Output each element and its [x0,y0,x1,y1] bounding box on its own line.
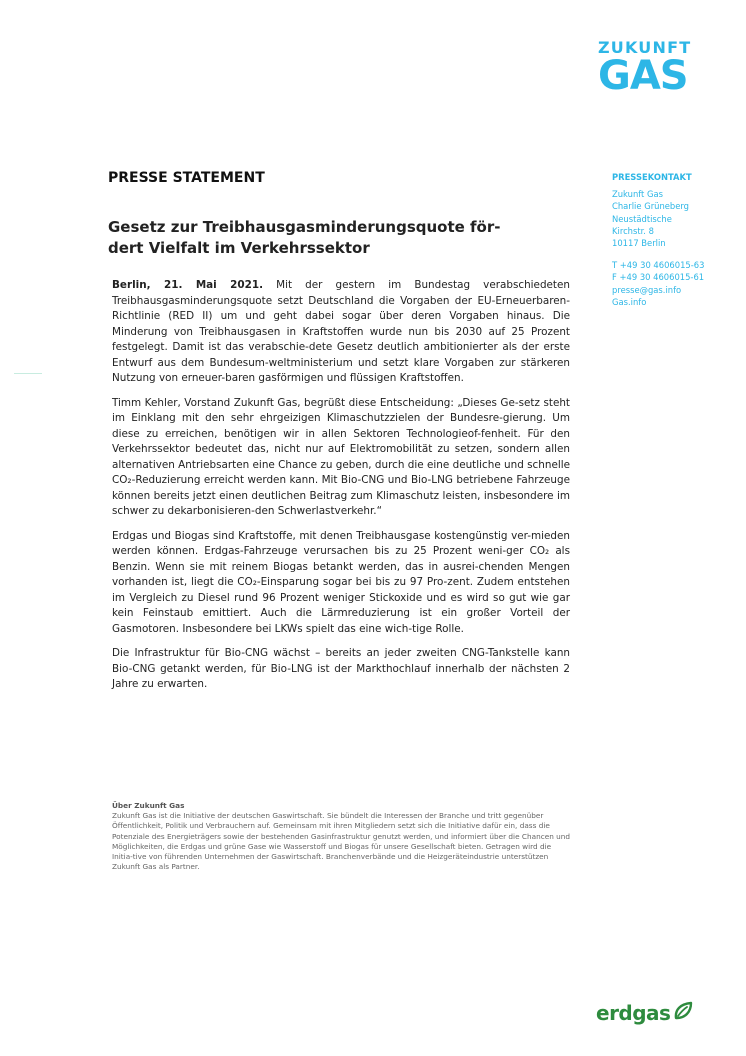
press-contact-heading: PRESSEKONTAKT [612,172,692,182]
logo-top-text: ZUKUNFT [598,38,692,57]
body-paragraph-1 [112,278,570,387]
body-paragraph-2: Timm Kehler, Vorstand Zukunft Gas, begrüßt diese Entscheidung: „Dieses Ge-setz steht im Einklang mit den sehr ehrgeizigen Klimaschutzzielen der Bundesre-gierung. Um diese zu erreichen, benötigen wir in allen Sektoren Technologieof-fenheit. Für den Verkehrssektor bedeutet das, nicht nur auf Elektromobilität zu setzen, sondern allen alternativen Antriebsarten eine Chance zu geben, durch die eine deutliche und schnelle CO₂-Reduzierung erreicht werden kann. Mit Bio-CNG und Bio-LNG betriebene Fahrzeuge können bereits jetzt einen deutlichen Beitrag zum Klimaschutz leisten, insbesondere im schwer zu dekarbonisieren-den Schwerlastverkehr.“ [112,396,570,517]
dateline: Berlin, 21. Mai 2021. [112,279,264,291]
about-text: Zukunft Gas ist die Initiative der deutschen Gaswirtschaft. Sie bündelt die Interessen der Branche und tritt gegenüber Öffentlichkeit, Politik und Verbrauchern auf. Gemeinsam mit ihren Mitgliedern setzt sich die Initiative dafür ein, dass die Potenziale des Energieträgers sowie der bestehenden Gasinfrastruktur genutzt werden, und informiert über die Chancen und Möglichkeiten, die Erdgas und grüne Gase wie Wasserstoff und Biogas für unsere Gesellschaft bieten. Getragen wird die Initia-tive von führenden Unternehmen der Gaswirtschaft. Branchenverbände und die Heizgeräteindustrie unterstützen Zukunft Gas als Partner. [112,811,571,872]
leaf-icon [672,1000,694,1026]
document-label: PRESSE STATEMENT [108,170,265,186]
contact-street-1: Neustädtische [612,213,672,224]
contact-city: 10117 Berlin [612,238,666,249]
contact-address [612,188,737,249]
erdgas-logo [596,1000,694,1026]
contact-person: Charlie Grüneberg [612,201,689,212]
contact-street-2: Kirchstr. 8 [612,225,654,236]
page-title: Gesetz zur Treibhausgasminderungsquote för-dert Vielfalt im Verkehrssektor [108,218,501,257]
erdgas-logo-text: erdgas [596,1001,671,1025]
body-paragraph-3: Erdgas und Biogas sind Kraftstoffe, mit denen Treibhausgase kostengünstig ver-mieden werden können. Erdgas-Fahrzeuge verursachen bis zu 25 Prozent weni-ger CO₂ als Benzin. Wenn sie mit reinem Biogas betankt werden, das in ausrei-chenden Mengen vorhanden ist, liegt die CO₂-Einsparung sogar bei bis zu 97 Pro-zent. Zudem entstehen im Vergleich zu Diesel rund 96 Prozent weniger Stickoxide und es wird so gut wie gar kein Feinstaub emittiert. Auch die Lärmreduzierung ist ein großer Vorteil der Gasmotoren. Insbesondere bei LKWs spielt das eine wich-tige Rolle. [112,529,570,635]
press-contact [612,171,737,318]
contact-website-link[interactable]: Gas.info [612,296,647,307]
contact-details [612,259,737,308]
press-body [112,278,570,702]
about-title: Über Zukunft Gas [112,801,185,810]
paragraph-1-text: Mit der gestern im Bundestag verabschiedeten Treibhausgasminderungsquote setzt Deutschland die Vorgaben der EU-Erneuerbaren-Richtlinie (RED II) um und geht dabei sogar über deren Vorgaben hinaus. Die Minderung von Treibhausgasen in Kraftstoffen wurde nun bis 2030 auf 25 Prozent festgelegt. Damit ist das verabschie-dete Gesetz deutlich ambitionierter als der erste Entwurf aus dem Bundesum-weltministerium und setzt klare Vorgaben zur stärkeren Nutzung von erneuer-baren gasförmigen und flüssigen Kraftstoffen. [112,279,570,384]
logo-main-text: GAS [598,53,688,99]
contact-phone: T +49 30 4606015-63 [612,260,705,271]
about-section [112,801,572,872]
margin-mark [14,373,42,374]
contact-org: Zukunft Gas [612,189,663,200]
body-paragraph-4: Die Infrastruktur für Bio-CNG wächst – bereits an jeder zweiten CNG-Tankstelle kann Bio-CNG getankt werden, für Bio-LNG ist der Markthochlauf innerhalb der nächsten 2 Jahre zu erwarten. [112,647,570,690]
zukunft-gas-logo [598,38,698,99]
contact-email-link[interactable]: presse@gas.info [612,284,682,295]
contact-fax: F +49 30 4606015-61 [612,272,705,283]
